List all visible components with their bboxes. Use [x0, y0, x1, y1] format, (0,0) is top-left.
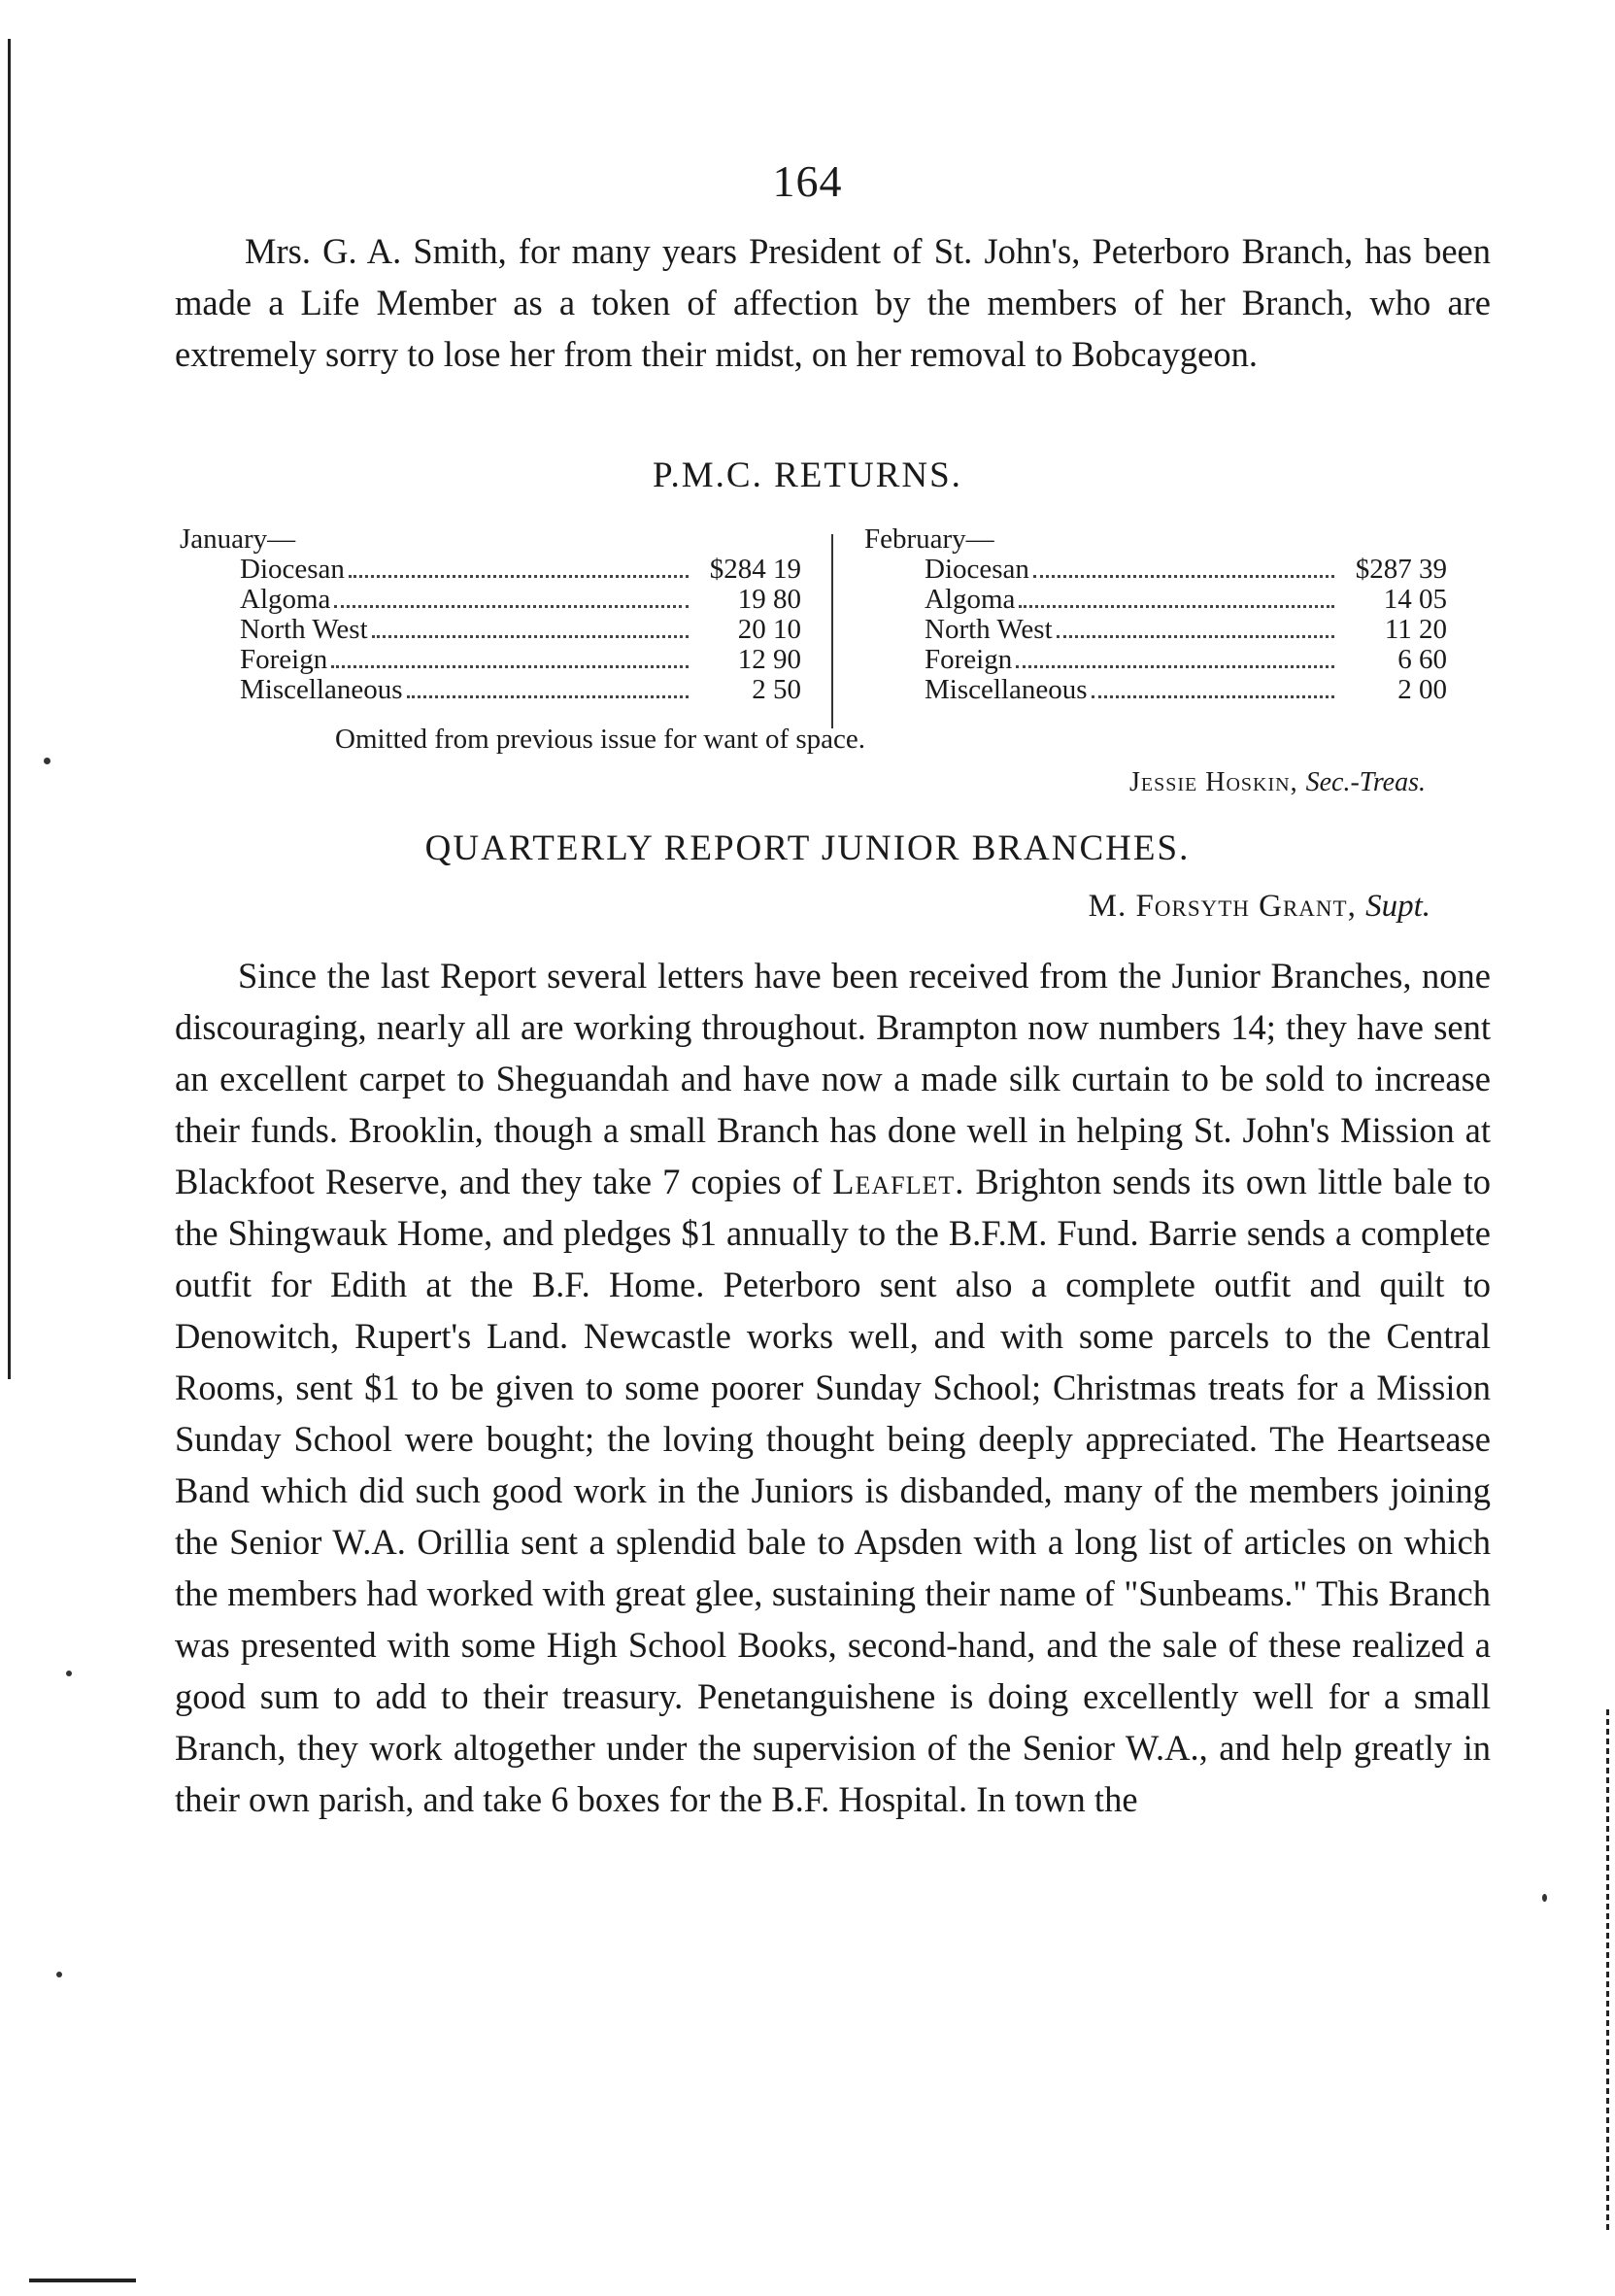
pmc-returns-title: P.M.C. RETURNS. [653, 456, 962, 495]
leaflet-reference: Leaflet. [832, 1162, 965, 1201]
january-row [180, 645, 801, 675]
quarterly-report-body [175, 950, 1491, 1825]
dot-leader [331, 665, 689, 668]
row-label: Miscellaneous [925, 674, 1088, 705]
dot-leader [1092, 695, 1334, 698]
intro-text: Mrs. G. A. Smith, for many years President of St. John's, Peterboro Branch, has been made a Life Member as a token of affection by the members of her Branch, who are extremely sorry to lose her from their midst, on her removal to Bobcaygeon. [175, 231, 1491, 374]
dot-leader [407, 695, 689, 698]
scan-speck [1542, 1894, 1547, 1902]
row-label: North West [925, 614, 1053, 645]
dot-leader [1033, 575, 1334, 578]
superintendent-signature [1089, 889, 1430, 925]
omitted-note: Omitted from previous issue for want of space. [335, 724, 866, 755]
scan-speck [56, 1972, 62, 1977]
row-amount: 12 90 [737, 644, 801, 675]
dot-leader [1019, 605, 1334, 608]
intro-paragraph [175, 225, 1491, 380]
row-label: Algoma [240, 584, 331, 615]
report-paragraph [175, 950, 1491, 1825]
row-amount: 20 10 [737, 614, 801, 645]
february-row [864, 645, 1447, 675]
dot-leader [334, 605, 689, 608]
dot-leader [372, 635, 689, 638]
february-row [864, 555, 1447, 585]
row-amount: 2 50 [752, 674, 801, 705]
row-label: Algoma [925, 584, 1016, 615]
column-divider [831, 534, 833, 728]
dot-leader [349, 575, 689, 578]
superintendent-role: Supt. [1365, 889, 1430, 924]
january-row [180, 615, 801, 645]
row-label: Miscellaneous [240, 674, 403, 705]
signature-role: Sec.-Treas. [1305, 767, 1426, 797]
page-number: 164 [772, 156, 843, 206]
january-row [180, 675, 801, 705]
row-amount: 19 80 [737, 584, 801, 615]
february-column [864, 524, 1447, 705]
february-heading: February— [864, 523, 994, 555]
february-row [864, 675, 1447, 705]
scan-speck [44, 758, 50, 764]
row-amount: 2 00 [1397, 674, 1447, 705]
row-amount: 11 20 [1384, 614, 1447, 645]
signature-name: Jessie Hoskin, [1129, 767, 1298, 797]
superintendent-name: M. Forsyth Grant, [1088, 889, 1357, 924]
january-heading: January— [180, 523, 296, 555]
row-label: Diocesan [925, 554, 1029, 585]
quarterly-report-title: QUARTERLY REPORT JUNIOR BRANCHES. [424, 828, 1191, 868]
january-row [180, 585, 801, 615]
february-row [864, 615, 1447, 645]
report-text-part-1: Since the last Report several letters have been received from the Junior Branches, none discouraging, nearly all are working throughout. Brampton now numbers 14; they have sent an excellent carpet to Sheguandah and have now a made silk curtain to be sold to increase their funds. Brooklin, though a small Branch has done well in helping St. John's Mission at Blackfoot Reserve, and they take 7 copies of [175, 956, 1491, 1201]
row-label: Foreign [240, 644, 328, 675]
february-row [864, 585, 1447, 615]
secretary-signature [1129, 767, 1426, 798]
scan-edge-left [8, 39, 11, 1379]
row-amount: $287 39 [1355, 554, 1447, 585]
report-text-part-2: Brighton sends its own little bale to the Shingwauk Home, and pledges $1 annually to the B.F.M. Fund. Barrie sends a complete outfit for Edith at the B.F. Home. Peterboro sent also a complete outfit and quilt to Denowitch, Rupert's Land. Newcastle works well, and with some parcels to the Central Rooms, sent $1 to be given to some poorer Sunday School; Christmas treats for a Mission Sunday School were bought; the loving thought being deeply appreciated. The Heartsease Band which did such good work in the Juniors is disbanded, many of the members joining the Senior W.A. Orillia sent a splendid bale to Apsden with a long list of articles on which the members had worked with great glee, sustaining their name of "Sunbeams." This Branch was presented with some High School Books, second-hand, and the sale of these realized a good sum to add to their treasury. Penetanguishene is doing excellently well for a small Branch, they work altogether under the supervision of the Senior W.A., and help greatly in their own parish, and take 6 boxes for the B.F. Hospital. In town the [175, 1162, 1491, 1819]
row-amount: $284 19 [709, 554, 801, 585]
dot-leader [1016, 665, 1334, 668]
scan-edge-right [1606, 1709, 1609, 2234]
row-amount: 14 05 [1383, 584, 1447, 615]
january-column [180, 524, 801, 705]
row-label: North West [240, 614, 368, 645]
scan-speck [66, 1671, 72, 1676]
scan-edge-bottom [29, 2279, 136, 2282]
row-label: Diocesan [240, 554, 345, 585]
dot-leader [1057, 635, 1334, 638]
january-row [180, 555, 801, 585]
row-amount: 6 60 [1397, 644, 1447, 675]
row-label: Foreign [925, 644, 1013, 675]
